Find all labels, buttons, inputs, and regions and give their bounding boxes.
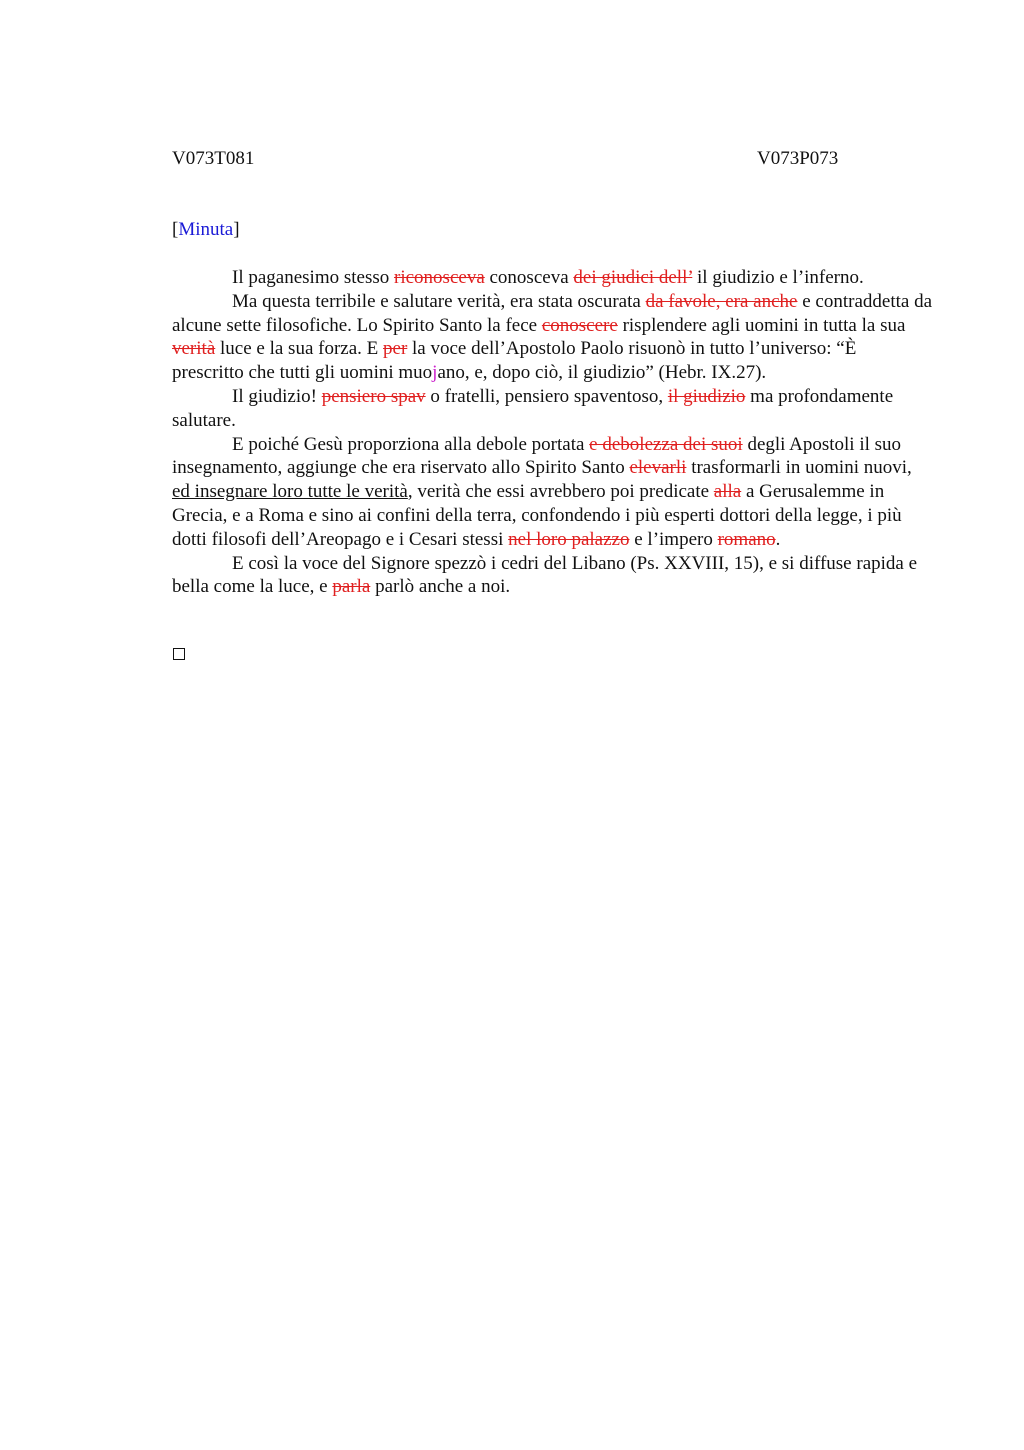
minuta-label bbox=[172, 218, 240, 242]
text-run: e contraddetta da alcune sette filosofiche. Lo Spirito Santo la fece bbox=[172, 290, 932, 336]
paragraph-1 bbox=[172, 266, 932, 290]
text-run: o fratelli, pensiero spaventoso, bbox=[425, 385, 668, 407]
deleted-text: romano bbox=[717, 528, 776, 550]
deleted-text: parla bbox=[332, 576, 371, 598]
inserted-letter: j bbox=[432, 362, 438, 384]
text-run: risplendere agli uomini in tutta la sua bbox=[617, 314, 906, 336]
deleted-text: verità bbox=[172, 338, 216, 360]
underlined-text: ed insegnare loro tutte le verità bbox=[172, 481, 408, 503]
paragraph-5 bbox=[172, 552, 932, 600]
deleted-text: conoscere bbox=[541, 314, 618, 336]
transcription-body bbox=[172, 266, 932, 599]
paragraph-2 bbox=[172, 290, 932, 385]
label-open-bracket: [ bbox=[172, 219, 179, 240]
deleted-text: per bbox=[383, 338, 408, 360]
text-run: ma profondamente salutare. bbox=[172, 385, 894, 431]
text-run: . bbox=[775, 528, 781, 550]
text-run: trasformarli in uomini nuovi, bbox=[686, 457, 912, 479]
text-run: E poiché Gesù proporziona alla debole portata bbox=[232, 433, 590, 455]
deleted-text: il giudizio bbox=[667, 385, 746, 407]
label-text: Minuta bbox=[178, 219, 234, 240]
deleted-text: riconosceva bbox=[394, 267, 485, 288]
paragraph-3 bbox=[172, 385, 932, 433]
text-run: Il paganesimo stesso bbox=[232, 267, 395, 288]
text-run: luce e la sua forza. E bbox=[215, 338, 384, 360]
text-run: parlò anche a noi. bbox=[370, 576, 511, 598]
document-id-left: V073T081 bbox=[172, 148, 255, 169]
deleted-text: dei giudici dell’ bbox=[573, 267, 693, 288]
text-run: degli Apostoli il suo insegnamento, aggiunge che era riservato allo Spirito Santo bbox=[172, 433, 902, 479]
label-close-bracket: ] bbox=[233, 219, 240, 240]
text-run: a Gerusalemme in Grecia, e a Roma e sino ai confini della terra, confondendo i più esperti dottori della legge, i più dotti filosofi dell’Areopago e i Cesari stessi bbox=[172, 481, 902, 550]
text-run: la voce dell’Apostolo Paolo risuonò in tutto l’universo: “È prescritto che tutti gli uomini muo bbox=[172, 338, 857, 384]
deleted-text: elevarli bbox=[629, 457, 687, 479]
text-run: il giudizio e l’inferno. bbox=[692, 267, 864, 288]
deleted-text: pensiero spav bbox=[321, 385, 426, 407]
text-run: conosceva bbox=[484, 267, 574, 288]
text-run: E così la voce del Signore spezzò i cedri del Libano (Ps. XXVIII, 15), e si diffuse rapida e bella come la luce, e bbox=[172, 552, 918, 598]
end-marker-square-icon bbox=[173, 648, 185, 660]
text-run: ano, e, dopo ciò, il giudizio” (Hebr. IX.27). bbox=[437, 362, 767, 384]
deleted-text: alla bbox=[713, 481, 742, 503]
document-id-right: V073P073 bbox=[757, 148, 839, 169]
text-run: Il giudizio! bbox=[232, 385, 322, 407]
deleted-text: nel loro palazzo bbox=[508, 528, 630, 550]
text-run: e l’impero bbox=[629, 528, 718, 550]
text-run: Ma questa terribile e salutare verità, era stata oscurata bbox=[232, 290, 646, 312]
paragraph-4 bbox=[172, 433, 932, 552]
deleted-text: da favole, era anche bbox=[645, 290, 798, 312]
deleted-text: e debolezza dei suoi bbox=[589, 433, 743, 455]
text-run: , verità che essi avrebbero poi predicate bbox=[407, 481, 714, 503]
